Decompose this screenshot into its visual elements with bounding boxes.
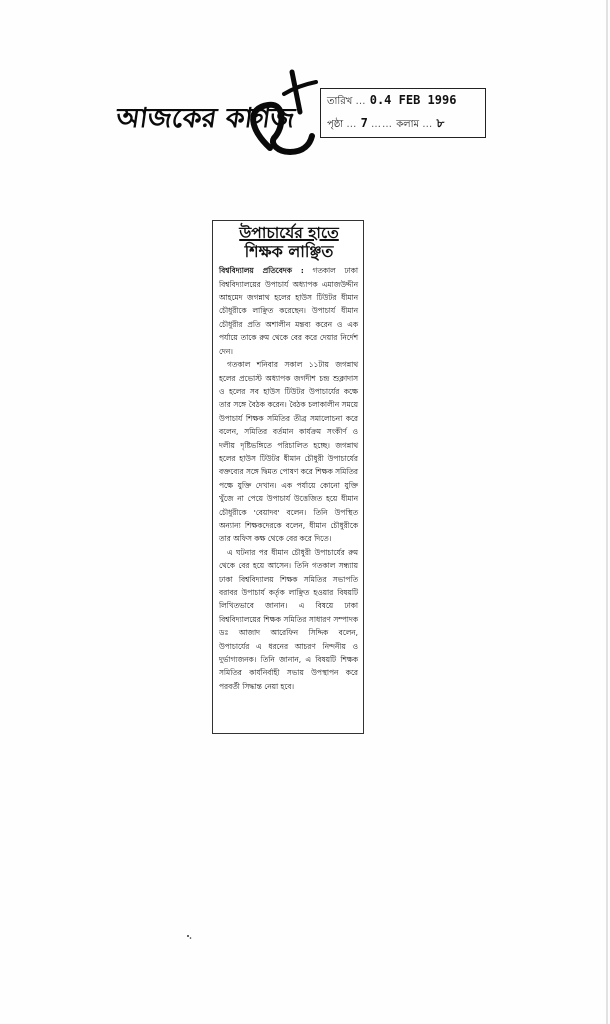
article-headline (221, 225, 357, 261)
stamp-dots: … (355, 96, 367, 107)
stamp-page-value: 7 (360, 116, 368, 130)
page-edge-shadow (606, 0, 608, 1024)
article-paragraph: এ ঘটনার পর ধীমান চৌধুরী উপাচার্যের রুম থেকে বের হয়ে আসেন। তিনি গতকাল সন্ধ্যায় ঢাকা বিশ্ববিদ্যালয় শিক্ষক সমিতির সভাপতি বরাবর উপাচার্য কর্তৃক লাঞ্ছিত হওয়ার বিষয়টি লিখিতভাবে জানান। এ বিষয়ে ঢাকা বিশ্ববিদ্যালয়ের শিক্ষক সমিতির সাধারণ সম্পাদক ডঃ আজাদ আরেফিন সিদ্দিক বলেন, উপাচার্যের এ ধরনের আচরণ নিন্দনীয় ও দুর্ভাগ্যজনক। তিনি জানান, এ বিষয়টি শিক্ষক সমিতির কার্যনির্বাহী সভায় উপস্থাপন করে পরবর্তী সিদ্ধান্ত নেয়া হবে। (219, 547, 358, 691)
article-clipping (212, 220, 364, 734)
stamp-page-label: পৃষ্ঠা (327, 119, 344, 130)
article-paragraph: গতকাল শনিবার সকাল ১১টায় জগন্নাথ হলের প্রভোস্ট অধ্যাপক জগদীশ চন্দ্র শুক্লাদাস ও হলের সব হাউস টিউটর উপাচার্যের কক্ষে তার সঙ্গে বৈঠক করেন। বৈঠক চলাকালীন সময়ে উপাচার্য শিক্ষক সমিতির তীব্র সমালোচনা করে বলেন, সমিতির বর্তমান কার্যক্রম সংকীর্ণ ও দলীয় দৃষ্টিভঙ্গিতে পরিচালিত হচ্ছে। জগন্নাথ হলের হাউস টিউটর ধীমান চৌধুরী উপাচার্যের বক্তব্যের সঙ্গে দ্বিমত পোষণ করে শিক্ষক সমিতির পক্ষে যুক্তি দেখান। এক পর্যায়ে কোনো যুক্তি খুঁজে না পেয়ে উপাচার্য উত্তেজিত হয়ে ধীমান চৌধুরীকে 'বেয়াদব' বলেন। তিনি উপস্থিত অন্যান্য শিক্ষকদেরকে বলেন, ধীমান চৌধুরীকে তার অফিস কক্ষ থেকে বের করে দিতে। (219, 360, 358, 544)
paragraph-text: গতকাল ঢাকা বিশ্ববিদ্যালয়ের উপাচার্য অধ্যাপক এমাজউদ্দীন আহমেদ জগন্নাথ হলের হাউস টিউটর ধীমান চৌধুরীকে লাঞ্ছিত করেছেন। উপাচার্য ধীমান চৌধুরীর প্রতি অশালীন মন্তব্য করেন ও এক পর্যায়ে তাকে রুম থেকে বের করে দেয়ার নির্দেশ দেন। (219, 266, 358, 356)
archive-stamp (320, 88, 486, 138)
stamp-dots: … (422, 119, 434, 130)
stamp-dots: … (346, 119, 358, 130)
handwritten-mark (240, 60, 320, 170)
stamp-page-row (327, 115, 444, 135)
stamp-date-row (327, 93, 456, 111)
stamp-dots: …… (371, 119, 393, 130)
stamp-column-value: ৮ (436, 116, 445, 130)
reporter-byline: বিশ্ববিদ্যালয় প্রতিবেদক : (219, 266, 304, 276)
headline-line-2: শিক্ষক লাঞ্ছিত (244, 242, 334, 262)
stamp-column-label: কলাম (396, 119, 420, 130)
stamp-date-label: তারিখ (327, 96, 353, 107)
stamp-date-value: 0.4 FEB 1996 (369, 93, 457, 107)
article-paragraph (219, 264, 358, 358)
article-body (219, 264, 358, 693)
headline-line-1: উপাচার্যের হাতে (239, 224, 339, 242)
scan-speck (186, 934, 192, 940)
newspaper-name: আজকের কাগজ (114, 103, 297, 134)
